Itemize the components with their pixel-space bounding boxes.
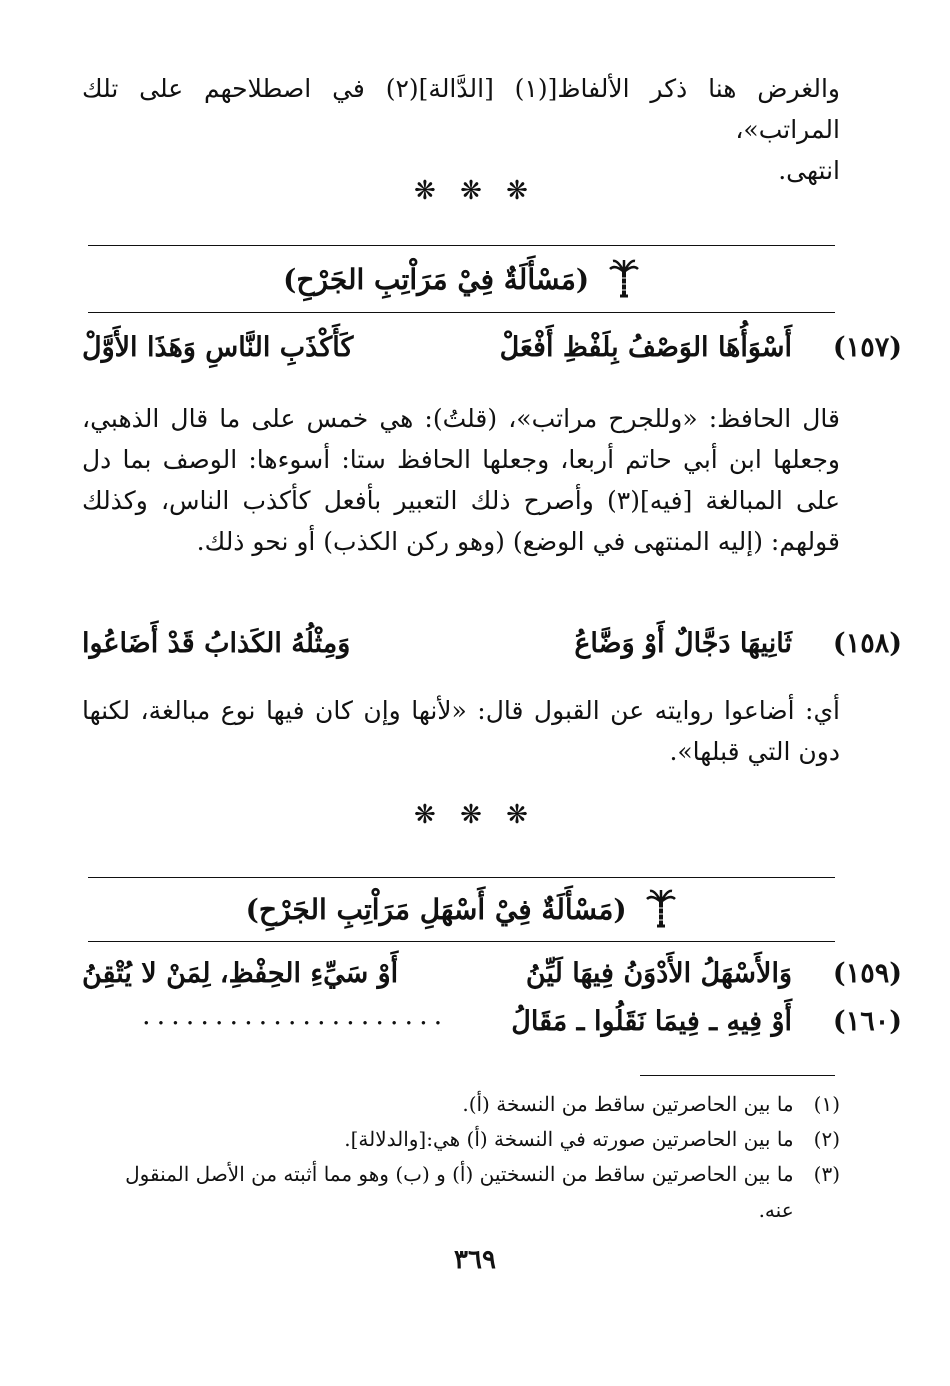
intro-paragraph — [82, 68, 840, 191]
verse-second-hemistich: كَأَكْذَبِ النَّاسِ وَهَذَا الأَوَّلْ — [82, 332, 354, 363]
verse-159 — [82, 958, 902, 998]
commentary-158: أي: أضاعوا روايته عن القبول قال: «لأنها وإن كان فيها نوع مبالغة، لكنها دون التي قبلها». — [82, 696, 840, 766]
verse-number: (١٥٨) — [832, 628, 902, 659]
verse-number: (١٥٧) — [832, 332, 902, 363]
footnote-text: ما بين الحاصرتين ساقط من النسخة (أ). — [462, 1092, 794, 1116]
heading-rule-bottom-2 — [88, 941, 835, 942]
section-title-2: (مَسْأَلَةٌ فِيْ أَسْهَلِ مَرَاْتِبِ الجَرْحِ) — [245, 893, 627, 926]
heading-rule-bottom-1 — [88, 312, 835, 313]
verse-first-hemistich: أَسْوَأُهَا الوَصْفُ بِلَفْظِ أَفْعَلْ — [499, 332, 792, 363]
footnote-rule — [640, 1075, 835, 1076]
verse-160 — [82, 1000, 902, 1046]
verse-number: (١٥٩) — [832, 958, 902, 989]
page-number: ٣٦٩ — [454, 1245, 496, 1275]
section-heading-1 — [82, 258, 840, 305]
footnote-text: ما بين الحاصرتين صورته في النسخة (أ) هي:[والدلالة]. — [344, 1127, 794, 1151]
footnote-number: (١) — [813, 1092, 840, 1116]
footnote-3 — [82, 1158, 840, 1190]
palm-tree-icon — [646, 888, 676, 935]
section-separator-2: ❋ ❋ ❋ — [414, 800, 536, 830]
section-title-1: (مَسْأَلَةٌ فِيْ مَرَاْتِبِ الجَرْحِ) — [283, 263, 590, 296]
continuation-dots: ..................... — [142, 1000, 449, 1031]
heading-rule-top-1 — [88, 245, 835, 246]
verse-first-hemistich: أَوْ فِيهِ ـ فِيمَا نَقَلُوا ـ مَقَالُ — [511, 1006, 792, 1037]
section-heading-2 — [82, 888, 840, 935]
verse-157 — [82, 332, 902, 372]
verse-second-hemistich: أَوْ سَيِّءِ الحِفْظِ، لِمَنْ لا يُتْقِنُ — [82, 958, 399, 989]
verse-second-hemistich: وَمِثْلُهُ الكَذابُ قَدْ أَضَاعُوا — [82, 628, 351, 659]
verse-first-hemistich: وَالأَسْهَلُ الأَدْوَنُ فِيهَا لَيِّنُ — [525, 958, 792, 989]
footnote-1 — [82, 1088, 840, 1120]
commentary-157: قال الحافظ: «وللجرح مراتب»، (قلتُ): هي خمس على ما قال الذهبي، وجعلها ابن أبي حاتم أربعا، وجعلها الحافظ ستا: أسوءها: الوصف بما دل على المبالغة [فيه](٣) وأصرح ذلك التعبير بأفعل كأكذب الناس، وكذلك قولهم: (إليه المنتهى في الوضع) (وهو ركن الكذب) أو نحو ذلك. — [82, 404, 840, 556]
footnote-number: (٣) — [813, 1162, 840, 1186]
heading-rule-top-2 — [88, 877, 835, 878]
verse-158 — [82, 628, 902, 668]
intro-line-2: انتهى. — [778, 156, 840, 185]
verse-first-hemistich: ثَانِيهَا دَجَّالٌ أَوْ وَضَّاعُ — [574, 628, 792, 659]
footnote-number: (٢) — [813, 1127, 840, 1151]
footnote-text: ما بين الحاصرتين ساقط من النسختين (أ) و (ب) وهو مما أثبته من الأصل المنقول — [125, 1162, 794, 1186]
footnote-3-continued — [82, 1194, 840, 1226]
palm-tree-icon — [609, 258, 639, 305]
footnote-text: عنه. — [758, 1198, 794, 1222]
verse-number: (١٦٠) — [832, 1006, 902, 1037]
footnote-2 — [82, 1123, 840, 1155]
intro-line-1: والغرض هنا ذكر الألفاظ[(١) [الدَّالة](٢) في اصطلاحهم على تلك المراتب»، — [82, 74, 840, 144]
section-separator-1: ❋ ❋ ❋ — [414, 176, 536, 206]
